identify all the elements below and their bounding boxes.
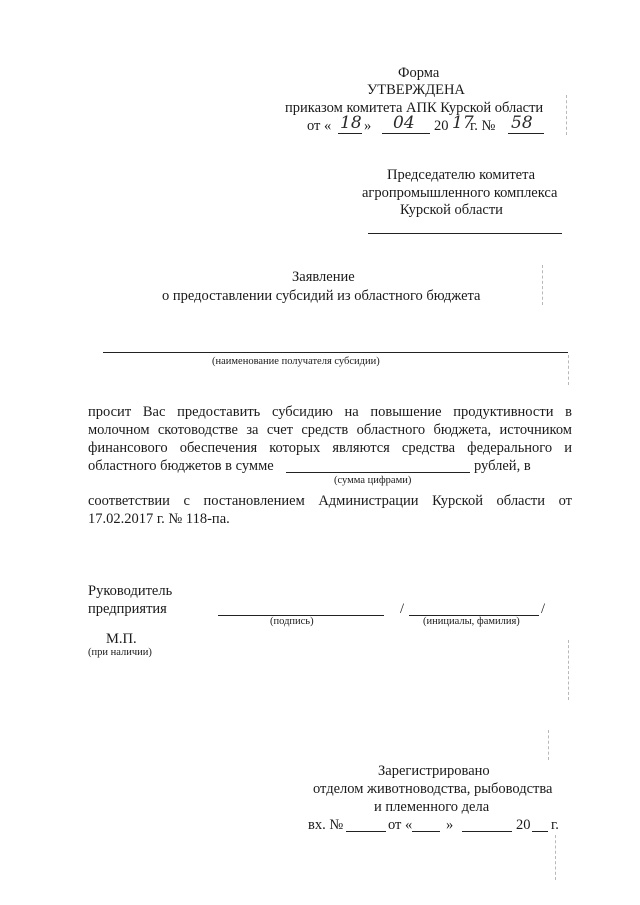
registration-line-3: и племенного дела [374, 799, 490, 815]
number-handwritten: 58 [511, 113, 533, 133]
in-number-underline [346, 831, 386, 832]
scan-artifact [568, 640, 569, 700]
year-blank-underline [532, 831, 548, 832]
scan-artifact [568, 355, 569, 385]
document-subtitle: о предоставлении субсидий из областного бюджета [162, 288, 481, 304]
body-line-6: 17.02.2017 г. № 118-па. [88, 511, 230, 527]
body-line-5: соответствии с постановлением Администрации Курской области от [88, 493, 572, 509]
document-title: Заявление [292, 269, 355, 285]
in-number-label: вх. № [308, 817, 344, 833]
registration-year-prefix: 20 [516, 817, 531, 833]
signature-caption: (подпись) [270, 616, 314, 627]
month-handwritten: 04 [393, 113, 415, 133]
signature-slash-left: / [400, 601, 405, 617]
year-tail: г. № [470, 118, 496, 134]
order-line: приказом комитета АПК Курской области [285, 100, 544, 116]
body-line-1: просит Вас предоставить субсидию на повышение продуктивности в [88, 404, 572, 420]
signature-role-line-1: Руководитель [88, 583, 173, 599]
scan-artifact [548, 730, 549, 760]
recipient-underline [103, 352, 568, 353]
scan-artifact [566, 95, 567, 135]
sum-underline [286, 472, 470, 473]
day-underline [338, 133, 362, 134]
addressee-name-underline [368, 233, 562, 234]
recipient-caption: (наименование получателя субсидии) [212, 356, 380, 367]
date-prefix: от « [307, 118, 332, 134]
body-line-4-end: рублей, в [474, 458, 531, 474]
month-underline [382, 133, 430, 134]
sum-caption: (сумма цифрами) [334, 475, 412, 486]
quote-close: » [446, 817, 454, 833]
from-label: от « [388, 817, 413, 833]
month-blank-underline [462, 831, 512, 832]
form-label: Форма [398, 65, 440, 81]
signature-role-line-2: предприятия [88, 601, 167, 617]
day-blank-underline [412, 831, 440, 832]
registration-line-1: Зарегистрировано [378, 763, 490, 779]
addressee-line-1: Председателю комитета [387, 167, 536, 183]
body-line-2: молочном скотоводстве за счет средств областного бюджета, источником [88, 422, 572, 438]
stamp-label: М.П. [106, 631, 137, 647]
year-suffix-handwritten: 17 [452, 113, 474, 133]
scan-artifact [542, 265, 543, 305]
scan-artifact [555, 835, 556, 880]
approved-heading: УТВЕРЖДЕНА [367, 82, 465, 98]
registration-year-tail: г. [551, 817, 559, 833]
stamp-note: (при наличии) [88, 647, 152, 658]
registration-line-2: отделом животноводства, рыбоводства [313, 781, 553, 797]
addressee-line-3: Курской области [400, 202, 503, 218]
number-underline [508, 133, 544, 134]
signature-slash-right: / [541, 601, 546, 617]
day-handwritten: 18 [340, 113, 362, 133]
body-line-3: финансового обеспечения которых являются средства федерального и [88, 440, 572, 456]
name-caption: (инициалы, фамилия) [423, 616, 520, 627]
addressee-line-2: агропромышленного комплекса [362, 185, 558, 201]
date-mid: » [364, 118, 372, 134]
body-line-4-start: областного бюджетов в сумме [88, 458, 274, 474]
year-prefix: 20 [434, 118, 449, 134]
